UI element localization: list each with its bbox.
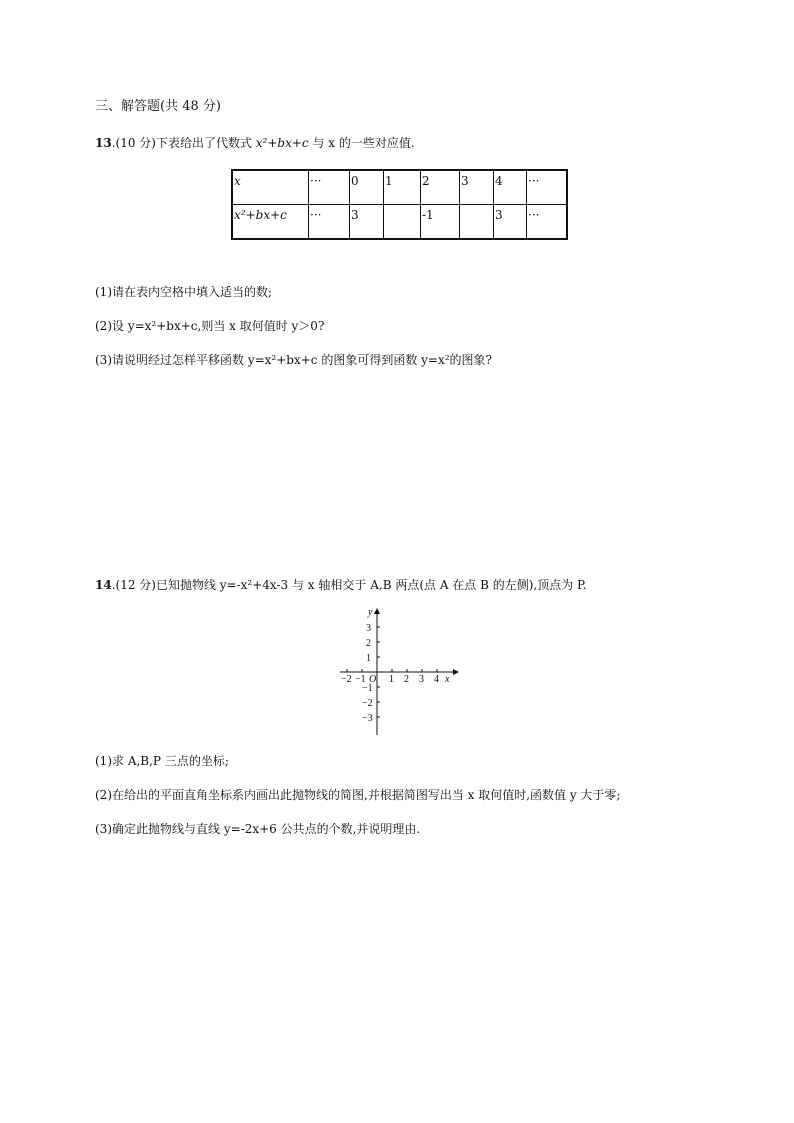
q13-sub3: (3)请说明经过怎样平移函数 y=x²+bx+c 的图象可得到函数 y=x²的图象? (95, 353, 492, 367)
q13-score: .(10 分)下表给出了代数式 (111, 136, 256, 150)
q13-sub1: (1)请在表内空格中填入适当的数; (95, 285, 273, 299)
x-axis-arrow-icon (453, 669, 459, 675)
table-cell: ··· (527, 205, 568, 240)
table-cell: x²+bx+c (232, 205, 309, 240)
table-cell: 3 (460, 170, 494, 205)
table-cell-blank (384, 205, 421, 240)
y-tick-label: −2 (362, 698, 373, 709)
y-axis-label: y (368, 607, 373, 618)
table-cell: 4 (494, 170, 527, 205)
q13-tail: 与 x 的一些对应值. (308, 136, 415, 150)
y-tick-label: 2 (366, 638, 371, 649)
y-tick-label: −3 (362, 713, 373, 724)
table-cell: 0 (350, 170, 384, 205)
q13-expr: x²+bx+c (255, 136, 309, 150)
q13-number: 13 (95, 136, 112, 150)
table-row (232, 205, 567, 240)
table-row (232, 170, 567, 205)
q14-sub3: (3)确定此抛物线与直线 y=-2x+6 公共点的个数,并说明理由. (95, 822, 421, 836)
q14-stem-text: .(12 分)已知抛物线 y=-x²+4x-3 与 x 轴相交于 A,B 两点(点 A 在点 B 的左侧),顶点为 P. (111, 578, 587, 592)
table-cell: 3 (494, 205, 527, 240)
y-axis-arrow-icon (374, 608, 380, 614)
table-cell-blank (460, 205, 494, 240)
q13-sub2: (2)设 y=x²+bx+c,则当 x 取何值时 y＞0? (95, 319, 325, 333)
table-cell: 1 (384, 170, 421, 205)
x-tick-label: −1 (355, 674, 366, 685)
table-cell: 2 (421, 170, 460, 205)
y-tick-label: 1 (366, 653, 371, 664)
x-tick-label: 3 (419, 674, 424, 685)
q13-stem (95, 135, 415, 151)
origin-label: O (369, 674, 377, 685)
value-table (231, 169, 568, 240)
y-tick-label: −1 (362, 683, 373, 694)
x-tick-label: 1 (389, 674, 394, 685)
q14-number: 14 (95, 578, 112, 592)
x-tick-label: 2 (404, 674, 409, 685)
x-tick-label: −2 (341, 674, 352, 685)
x-tick-label: 4 (434, 674, 439, 685)
x-axis-label: x (445, 674, 450, 685)
q14-sub1: (1)求 A,B,P 三点的坐标; (95, 754, 229, 768)
table-cell: x (232, 170, 309, 205)
table-cell: 3 (350, 205, 384, 240)
y-tick-label: 3 (366, 623, 371, 634)
table-cell: ··· (309, 205, 350, 240)
section-title: 三、解答题(共 48 分) (95, 99, 221, 114)
table-cell: ··· (527, 170, 568, 205)
q14-sub2: (2)在给出的平面直角坐标系内画出此抛物线的简图,并根据简图写出当 x 取何值时,函数值 y 大于零; (95, 788, 621, 802)
table-cell: ··· (309, 170, 350, 205)
q14-stem (95, 577, 587, 593)
table-cell: -1 (421, 205, 460, 240)
coordinate-axes (335, 605, 460, 740)
